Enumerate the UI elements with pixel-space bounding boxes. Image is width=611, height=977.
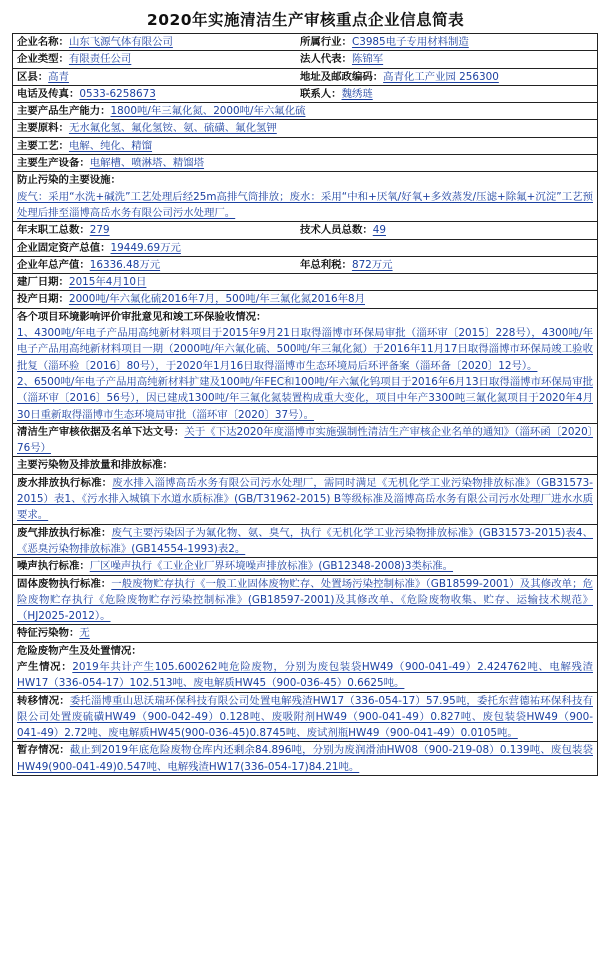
row-special-pollutant [13,625,597,642]
fixed-assets-label: 企业固定资产总值： [17,241,111,254]
fixed-assets-value: 19449.69万元 [110,241,181,254]
company-type-label: 企业类型： [17,53,69,66]
contact-value: 魏绣琏 [341,87,373,100]
row-equipment [13,155,597,172]
audit-basis-label: 清洁生产审核依据及名单下达文号： [17,425,185,438]
gas-label: 废气排放执行标准： [17,526,112,539]
row-solid-standard [13,576,597,626]
profit-cell [296,257,597,273]
profit-value: 872万元 [351,258,393,271]
materials-value: 无水氟化氢、氟化氢铵、氨、硫磺、氟化氢钾 [68,122,277,135]
info-table [12,33,598,776]
row-hazardous [13,643,597,693]
profit-label: 年总利税： [300,258,352,271]
employees-label: 年末职工总数： [17,224,90,237]
wastewater-label: 废水排放执行标准： [17,476,113,489]
contact-label: 联系人： [300,87,342,100]
process-label: 主要工艺： [17,139,69,152]
document-title: 2020年实施清洁生产审核重点企业信息简表 [146,11,465,29]
employees-value: 279 [89,224,110,237]
row-materials [13,120,597,137]
equipment-value: 电解槽、喷淋塔、精馏塔 [89,157,205,170]
noise-value: 厂区噪声执行《工业企业厂界环境噪声排放标准》(GB12348-2008)3类标准。 [89,560,454,573]
equipment-label: 主要生产设备： [17,157,90,170]
company-name-cell [13,34,296,50]
hazardous-generation-value: 2019年共计产生105.600262吨危险废物，分别为废包装袋HW49（900-041-49）2.424762吨、电解残渣HW17（336-054-17）102.513吨、废电解质HW45（900-036-45）0.6625吨。 [17,660,594,690]
capacity-label: 主要产品生产能力： [17,105,111,118]
eia-item-1: 1、4300吨/年电子产品用高纯新材料项目于2015年9月21日取得淄博市环保局审批（淄环审〔2015〕228号），4300吨/年电子产品用高纯新材料项目一期（2000吨/年六氟化硫、500吨/年三氟化氮）于2016年11月17日取得淄博市环保局竣工验收批复（淄环验〔2016〕80号），于2020年1月16日取得淄博市生态环境局后环评备案（淄环备〔2020〕12号）。 [17,327,593,372]
row-type-legal [13,51,597,68]
tech-staff-cell [296,222,597,238]
operation-date-label: 投产日期： [17,293,69,306]
hazardous-storage-value: 截止到2019年底危险废物仓库内还剩余84.896吨，分别为废润滑油HW08（900-219-08）0.139吨、废包装袋HW49(900-041-49)0.547吨、电解残渣HW17(336-054-17)84.21吨。 [17,744,593,773]
legal-rep-cell [296,51,597,67]
contact-cell [296,86,597,102]
row-noise-standard [13,558,597,575]
row-staff [13,222,597,239]
employees-cell [13,222,296,238]
phone-value: 0533-6258673 [79,87,156,100]
row-output-profit [13,257,597,274]
legal-rep-value: 陈锦军 [351,53,384,66]
row-audit-basis [13,424,597,458]
process-value: 电解、纯化、精馏 [68,139,153,152]
audit-basis-value: 关于《下达2020年度淄博市实施强制性清洁生产审核企业名单的通知》（淄环函〔2020〕76号） [17,425,594,455]
built-date-value: 2015年4月10日 [68,276,147,289]
row-wastewater-standard [13,475,597,525]
row-hazardous-transfer [13,693,597,743]
company-name-value: 山东飞源气体有限公司 [68,36,173,48]
capacity-value: 1800吨/年三氟化氮、2000吨/年六氟化硫 [110,105,306,118]
company-name-label: 企业名称： [17,36,69,48]
county-value: 高青 [48,70,69,83]
row-hazardous-storage [13,742,597,775]
built-date-label: 建厂日期： [17,276,69,289]
row-eia [13,309,597,424]
pollution-control-value: 废气：采用“水洗+碱洗”工艺处理后经25m高排气筒排放；废水：采用“中和+厌氧/好氧+多效蒸发/压滤+除氟+沉淀”工艺预处理后排至淄博高岳水务有限公司污水处理厂。 [17,190,593,219]
county-label: 区县： [17,70,49,83]
address-label: 地址及邮政编码： [300,70,384,83]
company-type-cell [13,51,296,67]
tech-staff-value: 49 [372,224,386,237]
hazardous-generation-label: 产生情况： [17,660,73,673]
row-operation-date [13,291,597,308]
operation-date-value: 2000吨/年六氟化硫2016年7月，500吨/年三氟化氮2016年8月 [68,293,365,306]
industry-cell [296,34,597,50]
discharge-label: 主要污染物及排放量和排放标准： [17,459,173,472]
address-cell [296,69,597,85]
tech-staff-label: 技术人员总数： [300,224,373,237]
county-cell [13,69,296,85]
legal-rep-label: 法人代表： [300,53,352,66]
row-county-address [13,69,597,86]
hazardous-storage-label: 暂存情况： [17,744,70,757]
row-fixed-assets [13,240,597,257]
hazardous-transfer-value: 委托淄博重山思沃瑞环保科技有限公司处置电解残渣HW17（336-054-17）57.95吨，委托东营德祐环保科技有限公司处置废硫磺HW49（900-042-49）0.128吨、废吸附剂HW49（900-041-49）0.827吨、废包装袋HW49（900-041-49）2.72吨、废电解质HW45(900-036-45)0.8745吨、废试剂瓶HW49（900-041-49）0.0105吨。 [17,694,594,740]
industry-label: 所属行业： [300,36,352,48]
eia-label: 各个项目环境影响评价审批意见和竣工环保验收情况： [17,310,267,323]
output-value: 16336.48万元 [89,258,161,271]
row-phone-contact [13,86,597,103]
row-discharge-header [13,457,597,474]
solid-label: 固体废物执行标准： [17,577,112,590]
row-name-industry [13,34,597,51]
row-built-date [13,274,597,291]
phone-cell [13,86,296,102]
special-pollutant-value: 无 [79,627,90,640]
output-label: 企业年总产值： [17,258,90,271]
gas-value: 废气主要污染因子为氟化物、氨、臭气，执行《无机化学工业污染物排放标准》(GB31573-2015)表4、《恶臭污染物排放标准》(GB14554-1993)表2。 [17,526,593,555]
row-gas-standard [13,525,597,559]
company-type-value: 有限责任公司 [68,53,132,66]
eia-item-2: 2、6500吨/年电子产品用高纯新材料扩建及100吨/年FEC和100吨/年六氟化钨项目于2016年6月13日取得淄博市环保局审批（淄环审〔2016〕56号），因已建成1300吨/年三氟化氮装置构成重大变化，项目中年产3300吨三氟化氮项目于2020年4月30日重新取得淄博市生态环境局审批（淄环审〔2020〕37号）。 [17,375,593,421]
address-value: 高青化工产业园 256300 [383,70,499,83]
solid-value: 一般废物贮存执行《一般工业固体废物贮存、处置场污染控制标准》（GB18599-2001）及其修改单；危险废物贮存执行《危险废物贮存污染控制标准》(GB18597-2001)及其修改单、《危险废物收集、贮存、运输技术规范》（HJ2025-2012）。 [17,577,594,623]
phone-label: 电话及传真： [17,87,80,100]
materials-label: 主要原料： [17,122,69,135]
row-capacity [13,103,597,120]
hazardous-label: 危险废物产生及处置情况： [17,644,142,657]
row-process [13,138,597,155]
pollution-control-label: 防止污染的主要设施： [17,174,121,187]
output-cell [13,257,296,273]
special-pollutant-label: 特征污染物： [17,627,80,640]
wastewater-value: 废水排入淄博高岳水务有限公司污水处理厂，需同时满足《无机化学工业污染物排放标准》（GB31573-2015）表1、《污水排入城镇下水道水质标准》(GB/T31962-2015) B等级标准及淄博高岳水务有限公司污水处理厂进水水质要求。 [17,476,594,522]
row-pollution-control [13,172,597,222]
noise-label: 噪声执行标准： [17,560,90,573]
industry-value: C3985电子专用材料制造 [351,36,469,48]
hazardous-transfer-label: 转移情况： [17,694,70,707]
